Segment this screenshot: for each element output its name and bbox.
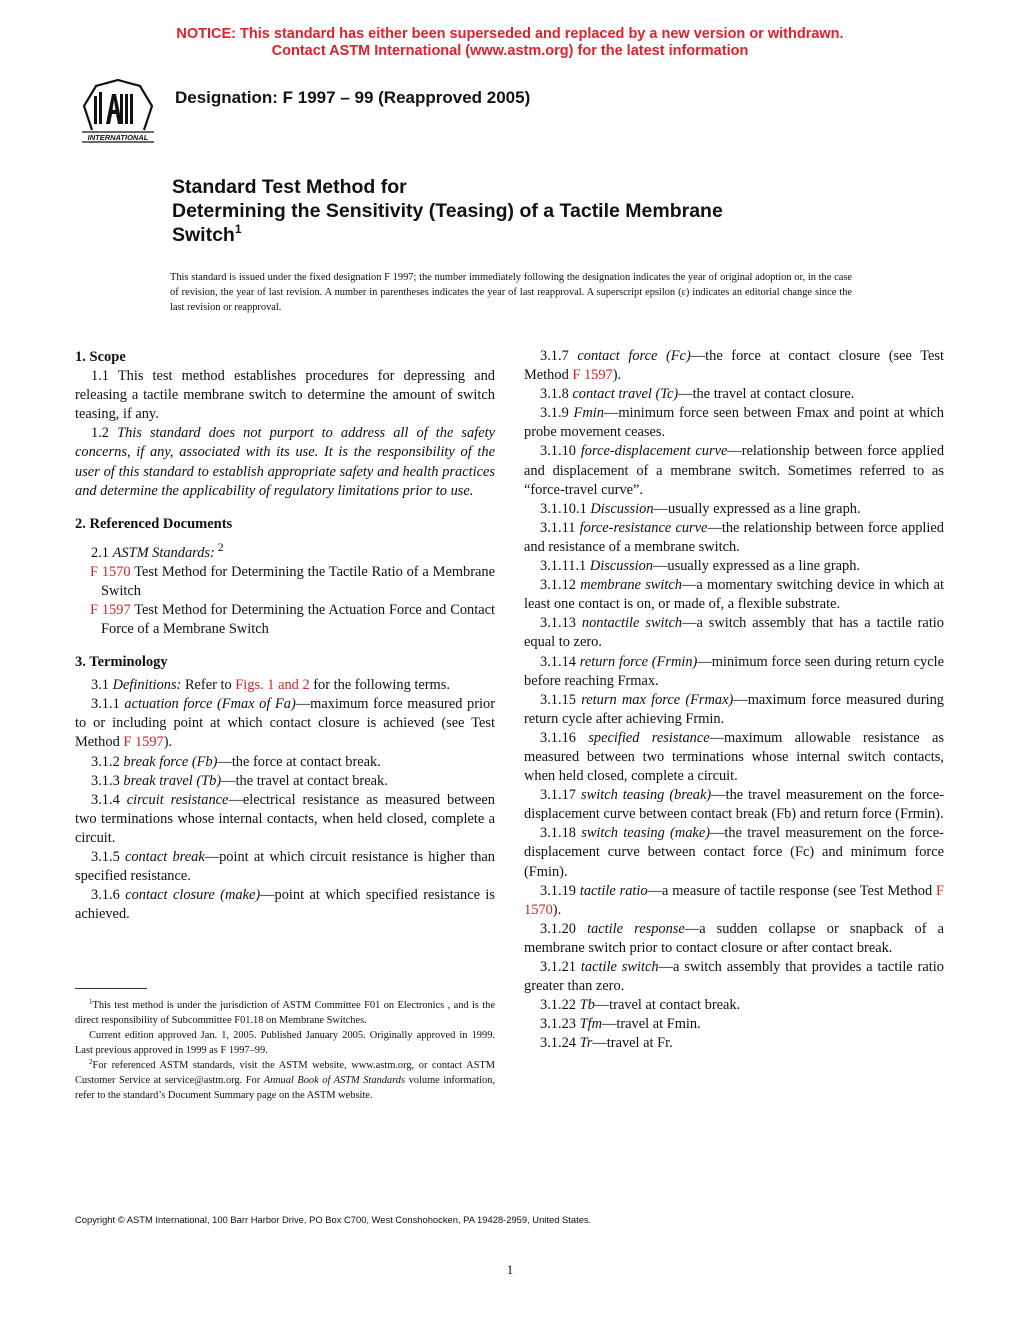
term-3-1-7: 3.1.7 contact force (Fc)—the force at contact closure (see Test Method F 1597). <box>524 348 944 384</box>
term-3-1-9: 3.1.9 Fmin—minimum force seen between Fmax and point at which probe movement ceases. <box>524 405 944 441</box>
term-3-1-19: 3.1.19 tactile ratio—a measure of tactile response (see Test Method F 1570). <box>524 882 944 918</box>
section-heading-referenced-documents: 2. Referenced Documents <box>75 515 233 532</box>
right-column <box>524 347 944 1053</box>
link-f1597[interactable]: F 1597 <box>123 734 164 751</box>
term-3-1-8: 3.1.8 contact travel (Tc)—the travel at contact closure. <box>540 386 855 403</box>
term-3-1-15: 3.1.15 return max force (Frmax)—maximum force measured during return cycle after achieving Frmin. <box>524 691 945 727</box>
footnotes <box>75 998 495 1103</box>
term-3-1-18: 3.1.18 switch teasing (make)—the travel measurement on the force-displacement curve between contact force (Fc) and minimum force (Fmin). <box>524 825 944 880</box>
astm-logo-icon <box>76 76 160 148</box>
title-line-2: Determining the Sensitivity (Teasing) of a Tactile Membrane <box>172 200 723 222</box>
term-3-1-1: 3.1.1 actuation force (Fmax of Fa)—maximum force measured prior to or including point at which contact closure is achieved (see Test Method F 1597). <box>75 696 495 751</box>
copyright-notice: Copyright © ASTM International, 100 Barr Harbor Drive, PO Box C700, West Conshohocken, PA 19428-2959, United States. <box>75 1214 592 1225</box>
link-f1570[interactable]: F 1570 <box>90 563 131 580</box>
para-3-1: 3.1 Definitions: Refer to Figs. 1 and 2 for the following terms. <box>91 677 450 694</box>
term-3-1-2: 3.1.2 break force (Fb)—the force at contact break. <box>91 753 381 770</box>
para-1-2: 1.2 This standard does not purport to address all of the safety concerns, if any, associated with its use. It is the responsibility of the user of this standard to establish appropriate safety and health practices and determine the applicability of regulatory limitations prior to use. <box>75 425 495 499</box>
withdrawal-notice <box>0 26 1020 60</box>
para-1-1: 1.1 This test method establishes procedures for depressing and releasing a tactile membrane switch to determine the amount of switch teasing, if any. <box>75 368 495 423</box>
title-line-3: Switch$^1$ <box>172 222 242 246</box>
term-3-1-11: 3.1.11 force-resistance curve—the relationship between force applied and resistance of a membrane switch. <box>524 519 944 555</box>
link-f1597[interactable]: F 1597 <box>572 367 613 384</box>
title-line-1: Standard Test Method for <box>172 176 407 198</box>
term-3-1-6: 3.1.6 contact closure (make)—point at which specified resistance is achieved. <box>75 887 495 923</box>
term-3-1-21: 3.1.21 tactile switch—a switch assembly that provides a tactile ratio greater than zero. <box>524 959 944 995</box>
term-3-1-17: 3.1.17 switch teasing (break)—the travel measurement on the force-displacement curve between contact break (Fb) and return force (Frmin). <box>524 787 945 823</box>
notice-line-1: NOTICE: This standard has either been superseded and replaced by a new version or withdrawn. <box>176 26 844 42</box>
section-heading-scope: 1. Scope <box>75 349 126 365</box>
footnote-divider <box>75 988 147 989</box>
section-heading-terminology: 3. Terminology <box>75 654 168 671</box>
term-3-1-4: 3.1.4 circuit resistance—electrical resistance as measured between two terminations whose internal contacts, when held closed, complete a circuit. <box>75 791 495 846</box>
document-title <box>172 175 872 247</box>
link-figs-1-and-2[interactable]: Figs. 1 and 2 <box>235 677 310 694</box>
term-3-1-24: 3.1.24 Tr—travel at Fr. <box>540 1035 673 1052</box>
notice-line-2: Contact ASTM International (www.astm.org) for the latest information <box>271 43 749 59</box>
footnote-2: $^2$For referenced ASTM standards, visit the ASTM website, www.astm.org, or contact ASTM Customer Service at service@astm.org. For Annual Book of ASTM Standards volume information, refer to the standard’s Document Summary page on the ASTM website. <box>75 1058 495 1101</box>
term-3-1-3: 3.1.3 break travel (Tb)—the travel at contact break. <box>91 772 388 789</box>
footnote-ref-2[interactable]: 2 <box>214 539 224 554</box>
term-3-1-13: 3.1.13 nontactile switch—a switch assembly that has a tactile ratio equal to zero. <box>524 615 945 651</box>
term-3-1-16: 3.1.16 specified resistance—maximum allowable resistance as measured between two terminations whose internal switch contacts, when held closed, complete a circuit. <box>524 729 945 785</box>
reference-f1597: F 1597 Test Method for Determining the Actuation Force and Contact Force of a Membrane Switch <box>90 601 495 638</box>
left-column <box>75 347 495 924</box>
term-3-1-20: 3.1.20 tactile response—a sudden collapse or snapback of a membrane switch prior to contact closure or after contact break. <box>524 920 945 956</box>
page-number: 1 <box>506 1262 514 1277</box>
para-2-1: 2.1 ASTM Standards: $^2$ <box>91 539 224 561</box>
issuance-note: This standard is issued under the fixed designation F 1997; the number immediately following the designation indicates the year of original adoption or, in the case of revision, the year of last revision. A number in parentheses indicates the year of last reapproval. A superscript epsilon (ε) indicates an editorial change since the last revision or reapproval. <box>170 272 852 313</box>
link-f1597[interactable]: F 1597 <box>90 601 131 618</box>
reference-f1570: F 1570 Test Method for Determining the Tactile Ratio of a Membrane Switch <box>90 563 495 599</box>
astm-logo <box>76 76 160 148</box>
logo-sub-text: INTERNATIONAL <box>87 133 149 142</box>
term-3-1-11-1: 3.1.11.1 Discussion—usually expressed as a line graph. <box>540 558 861 575</box>
title-footnote-ref[interactable]: 1 <box>234 222 242 236</box>
term-3-1-22: 3.1.22 Tb—travel at contact break. <box>540 997 741 1014</box>
term-3-1-14: 3.1.14 return force (Frmin)—minimum force seen during return cycle before reaching Frmax. <box>524 653 945 689</box>
footnote-1: $^1$This test method is under the jurisdiction of ASTM Committee F01 on Electronics , and is the direct responsibility of Subcommittee F01.18 on Membrane Switches. <box>75 998 495 1026</box>
term-3-1-12: 3.1.12 membrane switch—a momentary switching device in which at least one contact is on, or made of, a flexible substrate. <box>524 577 944 613</box>
designation: Designation: F 1997 – 99 (Reapproved 2005) <box>175 88 531 107</box>
footnote-1-approval: Current edition approved Jan. 1, 2005. Published January 2005. Originally approved in 1999. Last previous approved in 1999 as F 1997–99. <box>75 1030 495 1056</box>
term-3-1-5: 3.1.5 contact break—point at which circuit resistance is higher than specified resistance. <box>75 849 495 885</box>
term-3-1-23: 3.1.23 Tfm—travel at Fmin. <box>540 1016 701 1033</box>
link-f1570[interactable]: F 1570 <box>524 882 944 918</box>
term-3-1-10: 3.1.10 force-displacement curve—relationship between force applied and displacement of a membrane switch. Sometimes referred to as “force-travel curve”. <box>524 443 945 498</box>
term-3-1-10-1: 3.1.10.1 Discussion—usually expressed as a line graph. <box>540 500 861 517</box>
